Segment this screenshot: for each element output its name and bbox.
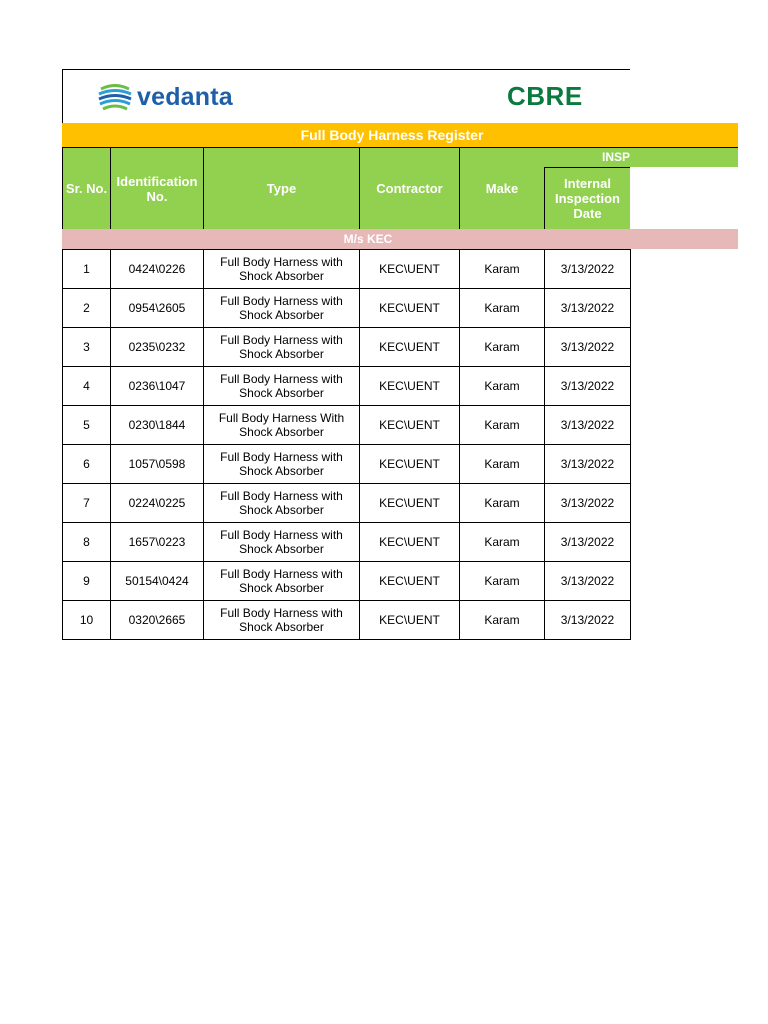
cell-type: Full Body Harness with Shock Absorber [204,289,360,328]
cell-make: Karam [460,250,545,289]
cell-contractor: KEC\UENT [360,523,460,562]
cell-make: Karam [460,523,545,562]
cell-type: Full Body Harness with Shock Absorber [204,523,360,562]
col-header-inspection-group [544,147,738,167]
table-row [63,445,631,484]
cell-inspection-date: 3/13/2022 [545,484,631,523]
table-row [63,523,631,562]
cell-type: Full Body Harness With Shock Absorber [204,406,360,445]
cell-sr-no: 4 [63,367,111,406]
col-header-contractor-label: Contractor [376,181,443,196]
cell-identification-no: 0236\1047 [111,367,204,406]
cell-type: Full Body Harness with Shock Absorber [204,328,360,367]
cell-identification-no: 0230\1844 [111,406,204,445]
table-row [63,406,631,445]
cell-contractor: KEC\UENT [360,328,460,367]
cell-type: Full Body Harness with Shock Absorber [204,367,360,406]
contractor-group-row [62,229,738,249]
col-header-type-label: Type [266,181,297,196]
table-row [63,484,631,523]
table-row [63,250,631,289]
cell-identification-no: 0320\2665 [111,601,204,640]
cell-make: Karam [460,328,545,367]
cell-sr-no: 10 [63,601,111,640]
cell-sr-no: 3 [63,328,111,367]
vedanta-mark-icon [97,80,133,114]
cell-contractor: KEC\UENT [360,367,460,406]
cell-contractor: KEC\UENT [360,562,460,601]
cell-inspection-date: 3/13/2022 [545,445,631,484]
cell-identification-no: 0954\2605 [111,289,204,328]
cell-sr-no: 8 [63,523,111,562]
cell-type: Full Body Harness with Shock Absorber [204,445,360,484]
harness-register-table [62,249,631,640]
cell-sr-no: 5 [63,406,111,445]
col-header-identification-no [110,147,204,230]
cell-contractor: KEC\UENT [360,250,460,289]
col-header-sr-no-label: Sr. No. [65,181,108,196]
col-header-make-label: Make [485,181,519,196]
cell-make: Karam [460,601,545,640]
cell-inspection-date: 3/13/2022 [545,406,631,445]
cell-sr-no: 1 [63,250,111,289]
cell-make: Karam [460,367,545,406]
cell-inspection-date: 3/13/2022 [545,328,631,367]
cell-inspection-date: 3/13/2022 [545,562,631,601]
table-row [63,328,631,367]
register-title-band [62,123,738,147]
cell-contractor: KEC\UENT [360,601,460,640]
cell-make: Karam [460,562,545,601]
cell-type: Full Body Harness with Shock Absorber [204,562,360,601]
logo-header [62,69,630,123]
cell-type: Full Body Harness with Shock Absorber [204,484,360,523]
cell-identification-no: 1657\0223 [111,523,204,562]
cell-identification-no: 0424\0226 [111,250,204,289]
cell-make: Karam [460,445,545,484]
cell-make: Karam [460,406,545,445]
col-header-sr-no [62,147,111,230]
col-header-inspection-group-label: INSP [602,150,631,164]
header-blank-area [630,167,738,229]
col-header-internal-inspection-date-label: Internal Inspection Date [554,176,620,221]
cell-sr-no: 9 [63,562,111,601]
cell-make: Karam [460,289,545,328]
page-title: Full Body Harness Register [300,127,484,143]
cell-inspection-date: 3/13/2022 [545,367,631,406]
table-row [63,367,631,406]
cell-identification-no: 50154\0424 [111,562,204,601]
col-header-contractor [359,147,460,230]
cell-type: Full Body Harness with Shock Absorber [204,601,360,640]
table-row [63,562,631,601]
cell-inspection-date: 3/13/2022 [545,289,631,328]
cbre-logo: CBRE [507,81,583,111]
cell-make: Karam [460,484,545,523]
cell-contractor: KEC\UENT [360,289,460,328]
table-row [63,289,631,328]
col-header-internal-inspection-date [544,167,631,230]
cell-identification-no: 1057\0598 [111,445,204,484]
cell-identification-no: 0235\0232 [111,328,204,367]
vedanta-logo [97,80,233,114]
cell-contractor: KEC\UENT [360,445,460,484]
contractor-group-label: M/s KEC [343,232,393,246]
table-row [63,601,631,640]
cell-type: Full Body Harness with Shock Absorber [204,250,360,289]
cell-contractor: KEC\UENT [360,484,460,523]
cell-sr-no: 7 [63,484,111,523]
cell-contractor: KEC\UENT [360,406,460,445]
col-header-identification-no-label: Identification No. [116,173,198,204]
vedanta-logo-text: vedanta [137,82,233,111]
cell-inspection-date: 3/13/2022 [545,601,631,640]
cell-inspection-date: 3/13/2022 [545,523,631,562]
col-header-type [203,147,360,230]
cell-inspection-date: 3/13/2022 [545,250,631,289]
cell-sr-no: 6 [63,445,111,484]
cell-identification-no: 0224\0225 [111,484,204,523]
cell-sr-no: 2 [63,289,111,328]
col-header-make [459,147,545,230]
